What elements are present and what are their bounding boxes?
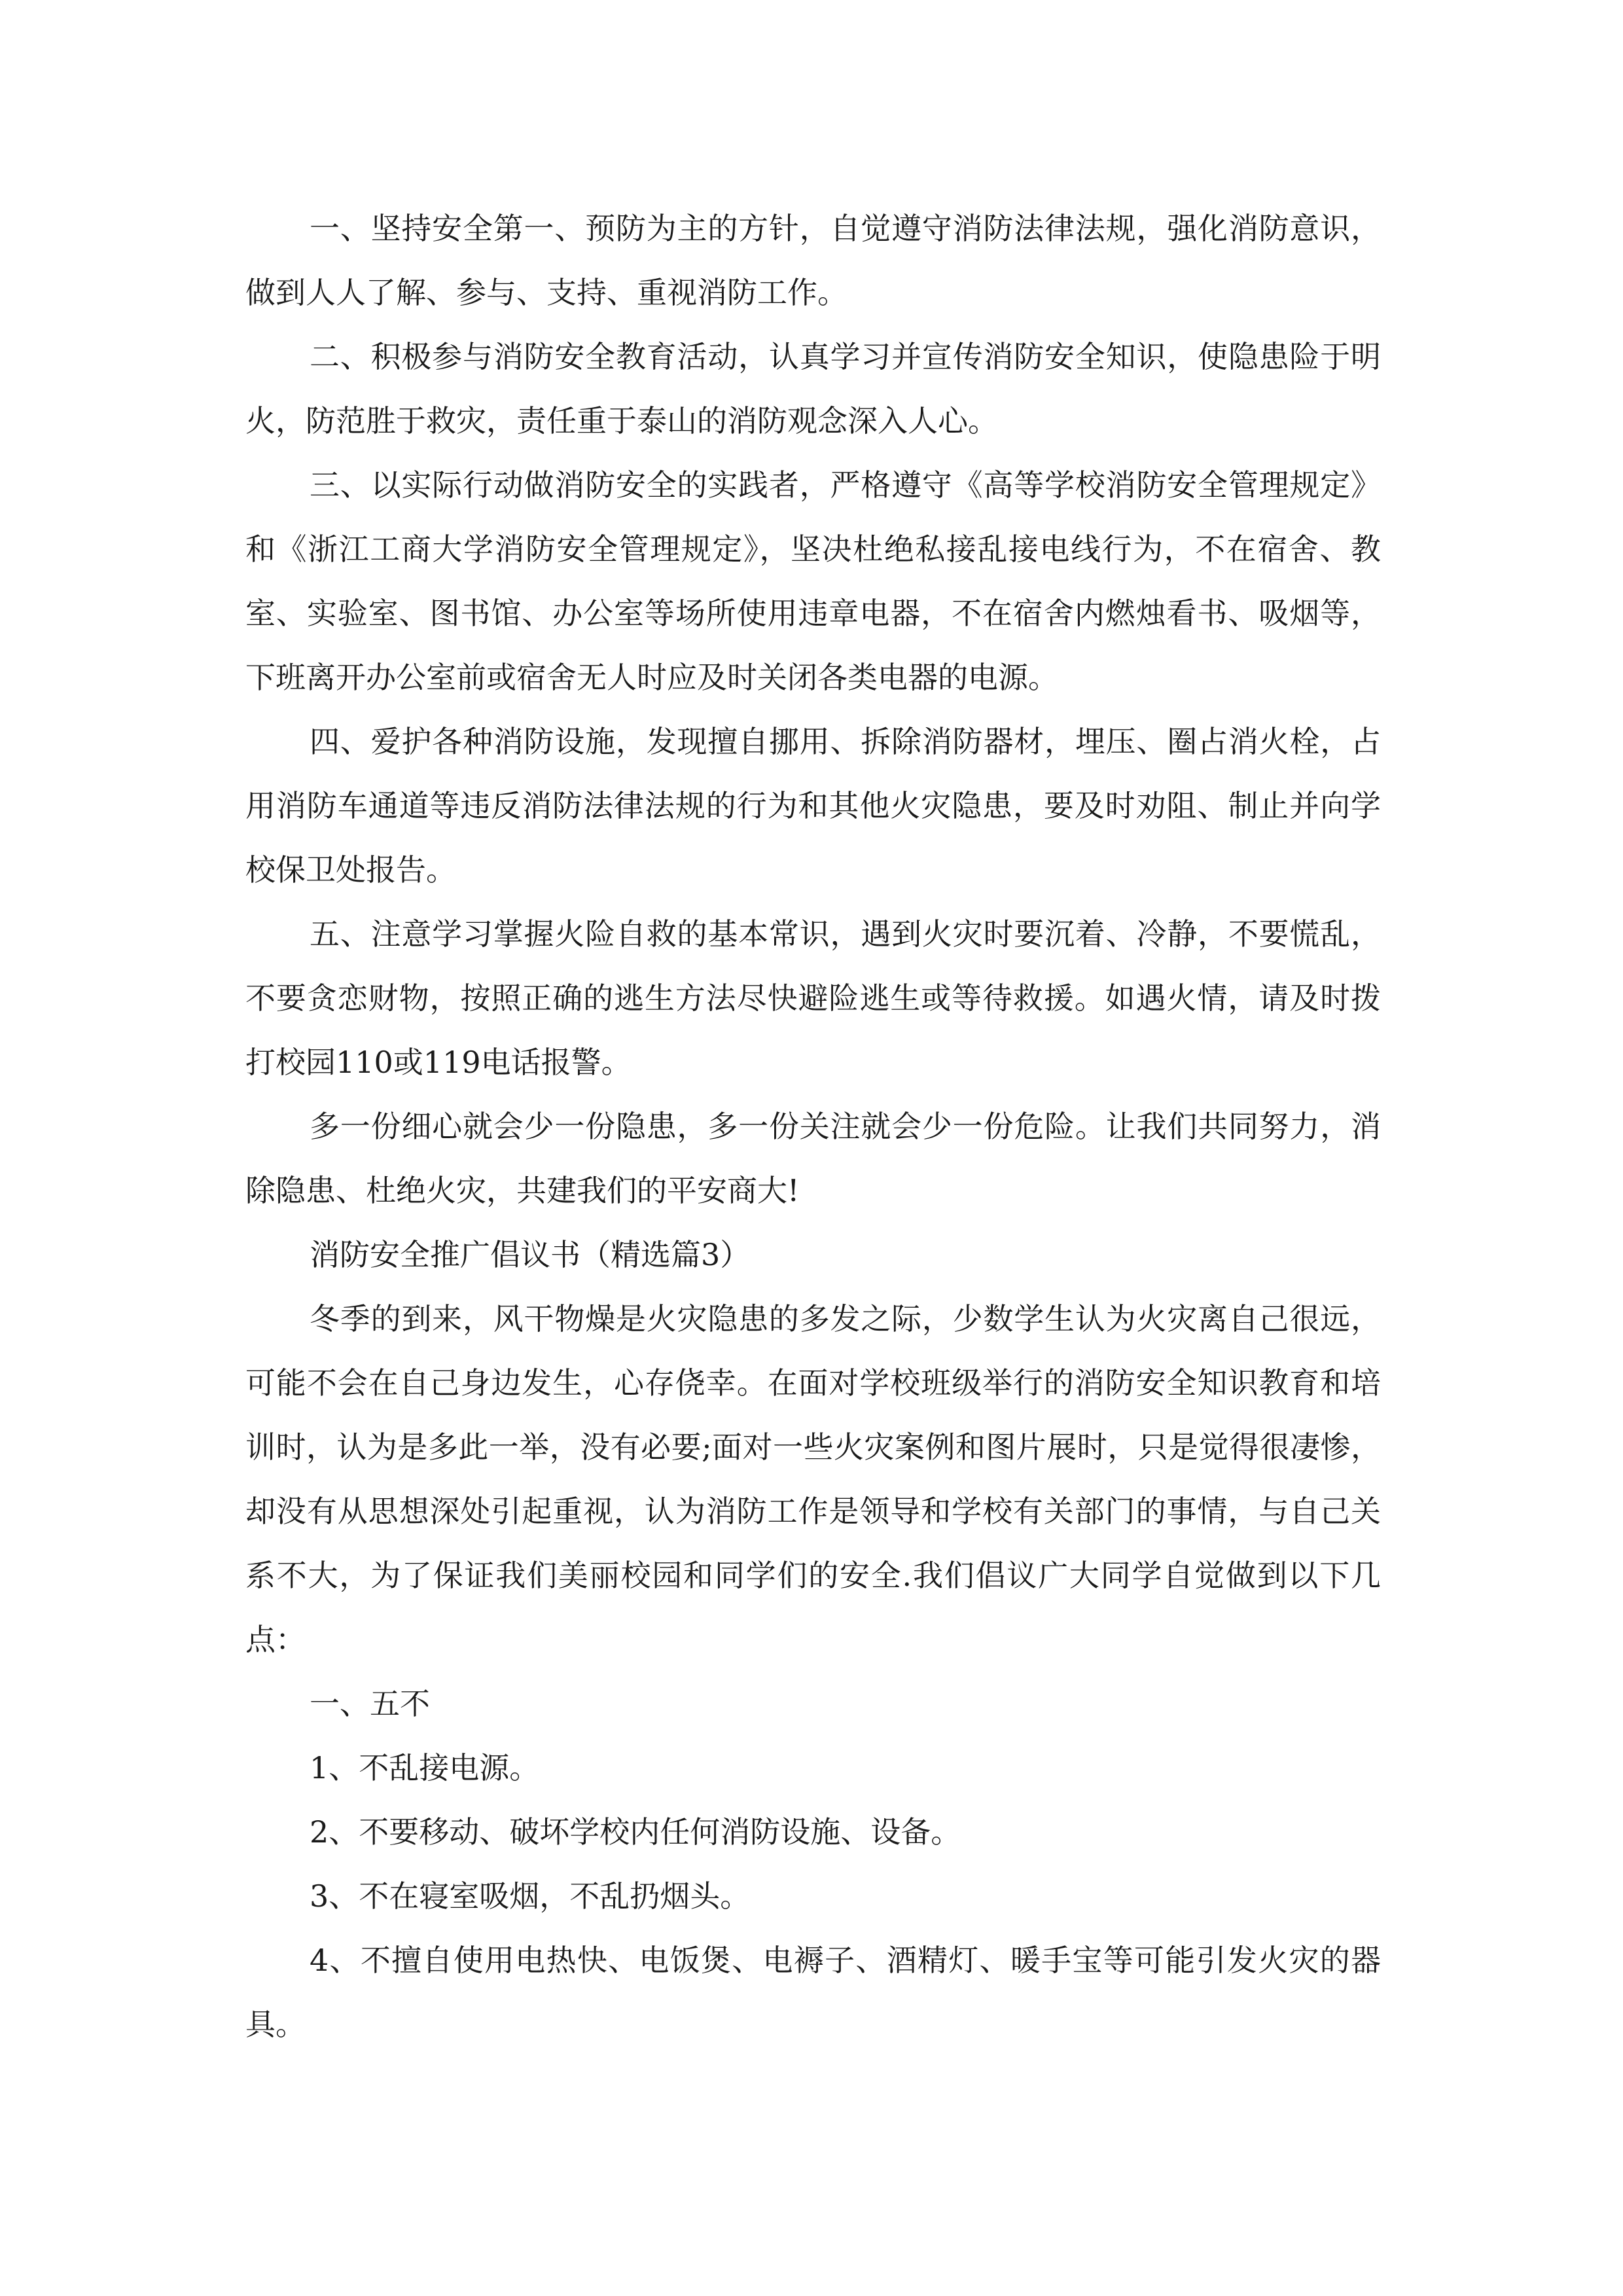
paragraph-1: 一、坚持安全第一、预防为主的方针，自觉遵守消防法律法规，强化消防意识，做到人人了解、参与、支持、重视消防工作。 bbox=[245, 211, 1381, 310]
list-item-3: 3、不在寝室吸烟，不乱扔烟头。 bbox=[310, 1878, 751, 1914]
list-item-4: 4、不擅自使用电热快、电饭煲、电褥子、酒精灯、暖手宝等可能引发火灾的器具。 bbox=[245, 1943, 1381, 2042]
document-body bbox=[245, 196, 1381, 2056]
paragraph-6: 多一份细心就会少一份隐患，多一份关注就会少一份危险。让我们共同努力，消除隐患、杜绝火灾，共建我们的平安商大! bbox=[245, 1109, 1381, 1208]
section-title: 消防安全推广倡议书（精选篇3） bbox=[310, 1237, 751, 1272]
paragraph-3: 三、以实际行动做消防安全的实践者，严格遵守《高等学校消防安全管理规定》和《浙江工商大学消防安全管理规定》，坚决杜绝私接乱接电线行为，不在宿舍、教室、实验室、图书馆、办公室等场所使用违章电器，不在宿舍内燃烛看书、吸烟等，下班离开办公室前或宿舍无人时应及时关闭各类电器的电源。 bbox=[245, 467, 1381, 695]
paragraph-7: 冬季的到来，风干物燥是火灾隐患的多发之际，少数学生认为火灾离自己很远，可能不会在自己身边发生，心存侥幸。在面对学校班级举行的消防安全知识教育和培训时，认为是多此一举，没有必要;面对一些火灾案例和图片展时，只是觉得很凄惨，却没有从思想深处引起重视，认为消防工作是领导和学校有关部门的事情，与自己关系不大，为了保证我们美丽校园和同学们的安全.我们倡议广大同学自觉做到以下几点： bbox=[245, 1301, 1381, 1657]
paragraph-5: 五、注意学习掌握火险自救的基本常识，遇到火灾时要沉着、冷静，不要慌乱，不要贪恋财物，按照正确的逃生方法尽快避险逃生或等待救援。如遇火情，请及时拨打校园110或119电话报警。 bbox=[245, 916, 1381, 1080]
subheading-five-nots: 一、五不 bbox=[310, 1686, 430, 1721]
list-item-2: 2、不要移动、破坏学校内任何消防设施、设备。 bbox=[310, 1814, 961, 1850]
list-item-1: 1、不乱接电源。 bbox=[310, 1750, 540, 1785]
paragraph-2: 二、积极参与消防安全教育活动，认真学习并宣传消防安全知识，使隐患险于明火，防范胜于救灾，责任重于泰山的消防观念深入人心。 bbox=[245, 339, 1381, 439]
paragraph-4: 四、爱护各种消防设施，发现擅自挪用、拆除消防器材，埋压、圈占消火栓，占用消防车通道等违反消防法律法规的行为和其他火灾隐患，要及时劝阻、制止并向学校保卫处报告。 bbox=[245, 724, 1381, 888]
